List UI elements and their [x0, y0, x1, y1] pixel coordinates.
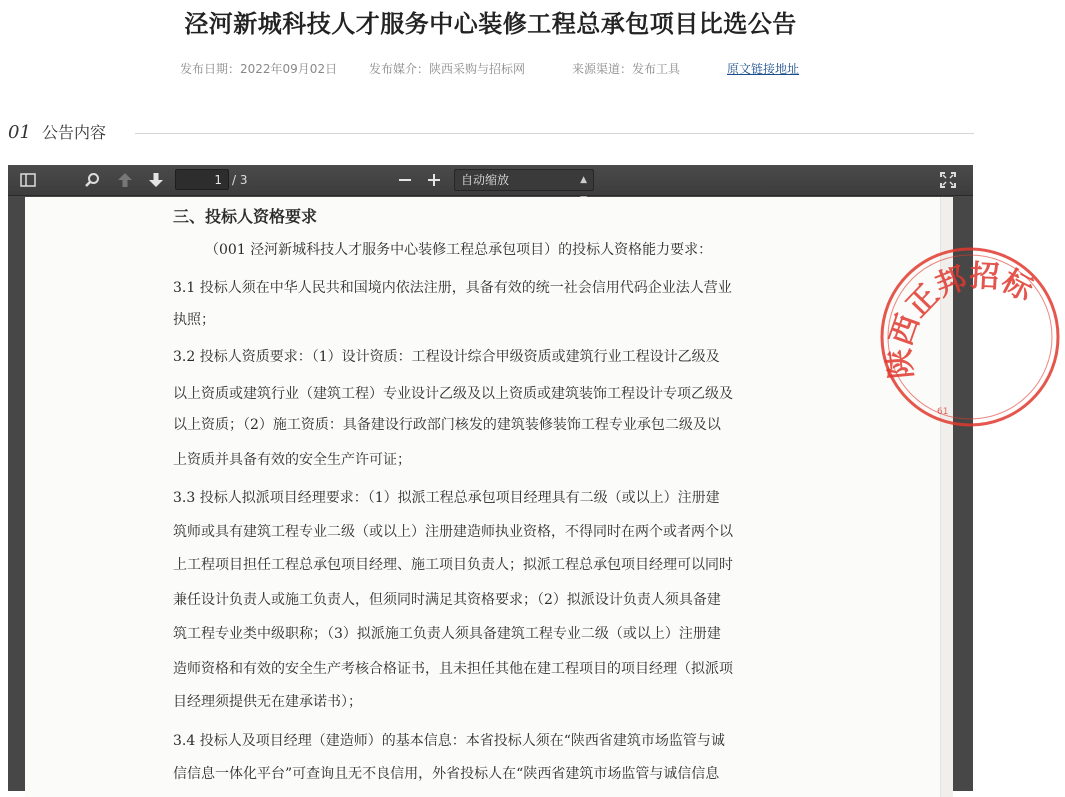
document-line: 3.2 投标人资质要求：（1）设计资质：工程设计综合甲级资质或建筑行业工程设计乙级及: [173, 349, 720, 365]
select-arrows-icon: ▲: [580, 175, 587, 185]
zoom-select[interactable]: [454, 169, 594, 191]
document-line: 以上资质或建筑行业（建筑工程）专业设计乙级及以上资质或建筑装饰工程设计专项乙级及: [173, 386, 733, 402]
document-line: 以上资质；（2）施工资质：具备建设行政部门核发的建筑装修装饰工程专业承包二级及以: [173, 417, 721, 433]
document-line: 目经理须提供无在建承诺书）；: [173, 694, 362, 710]
svg-text:61: 61: [937, 407, 949, 417]
zoom-out-icon[interactable]: [393, 169, 417, 191]
document-line: 信信息一体化平台”可查询且无不良信用，外省投标人在“陕西省建筑市场监管与诚信信息: [173, 766, 720, 782]
document-line: 造师资格和有效的安全生产考核合格证书，且未担任其他在建工程项目的项目经理（拟派项: [173, 661, 733, 677]
document-line: 3.1 投标人须在中华人民共和国境内依法注册，具备有效的统一社会信用代码企业法人营业: [173, 280, 732, 296]
document-line: 上工程项目担任工程总承包项目经理、施工项目负责人；拟派工程总承包项目经理可以同时: [173, 557, 733, 573]
zoom-select-value: 自动缩放: [461, 173, 510, 187]
document-line: 执照；: [173, 312, 215, 328]
document-line: 上资质并具备有效的安全生产许可证；: [173, 452, 411, 468]
svg-text:陕西正邦招标: 陕西正邦招标: [882, 258, 1039, 381]
document-line: 3.4 投标人及项目经理（建造师）的基本信息：本省投标人须在“陕西省建筑市场监管与诚: [173, 733, 725, 749]
previous-page-icon[interactable]: [113, 169, 137, 191]
publish-media: 发布媒介：陕西采购与招标网: [369, 62, 526, 76]
document-line: 兼任设计负责人或施工负责人，但须同时满足其资格要求；（2）拟派设计负责人须具备建: [173, 592, 721, 608]
original-link[interactable]: 原文链接地址: [727, 62, 800, 76]
pdf-toolbar: [8, 165, 973, 196]
document-line: 筑工程专业类中级职称；（3）拟派施工负责人须具备建筑工程专业二级（或以上）注册建: [173, 626, 721, 642]
document-line: 筑师或具有建筑工程专业二级（或以上）注册建造师执业资格，不得同时在两个或者两个以: [173, 524, 733, 540]
next-page-icon[interactable]: [144, 169, 168, 191]
red-seal-stamp: [875, 242, 1065, 432]
document-line: 3.3 投标人拟派项目经理要求：（1）拟派工程总承包项目经理具有二级（或以上）注册建: [173, 490, 720, 506]
section-header: [8, 120, 974, 146]
page-number-input[interactable]: [175, 169, 229, 190]
source-channel: 来源渠道：发布工具: [572, 62, 681, 76]
document-heading: 三、投标人资格要求: [173, 207, 318, 226]
publish-date: 发布日期：2022年09月02日: [180, 62, 338, 76]
section-number: 01: [8, 122, 31, 143]
fullscreen-icon[interactable]: [936, 169, 960, 191]
page-title: 泾河新城科技人才服务中心装修工程总承包项目比选公告: [184, 10, 797, 38]
sidebar-toggle-icon[interactable]: [16, 169, 40, 191]
zoom-in-icon[interactable]: [422, 169, 446, 191]
section-divider: [135, 133, 974, 134]
search-icon[interactable]: [80, 169, 104, 191]
pdf-viewer: [8, 165, 1039, 791]
section-label: 公告内容: [42, 123, 107, 142]
page-total: / 3: [232, 173, 248, 187]
pdf-page: [25, 197, 1039, 797]
document-line: （001 泾河新城科技人才服务中心装修工程总承包项目）的投标人资格能力要求：: [205, 242, 713, 258]
